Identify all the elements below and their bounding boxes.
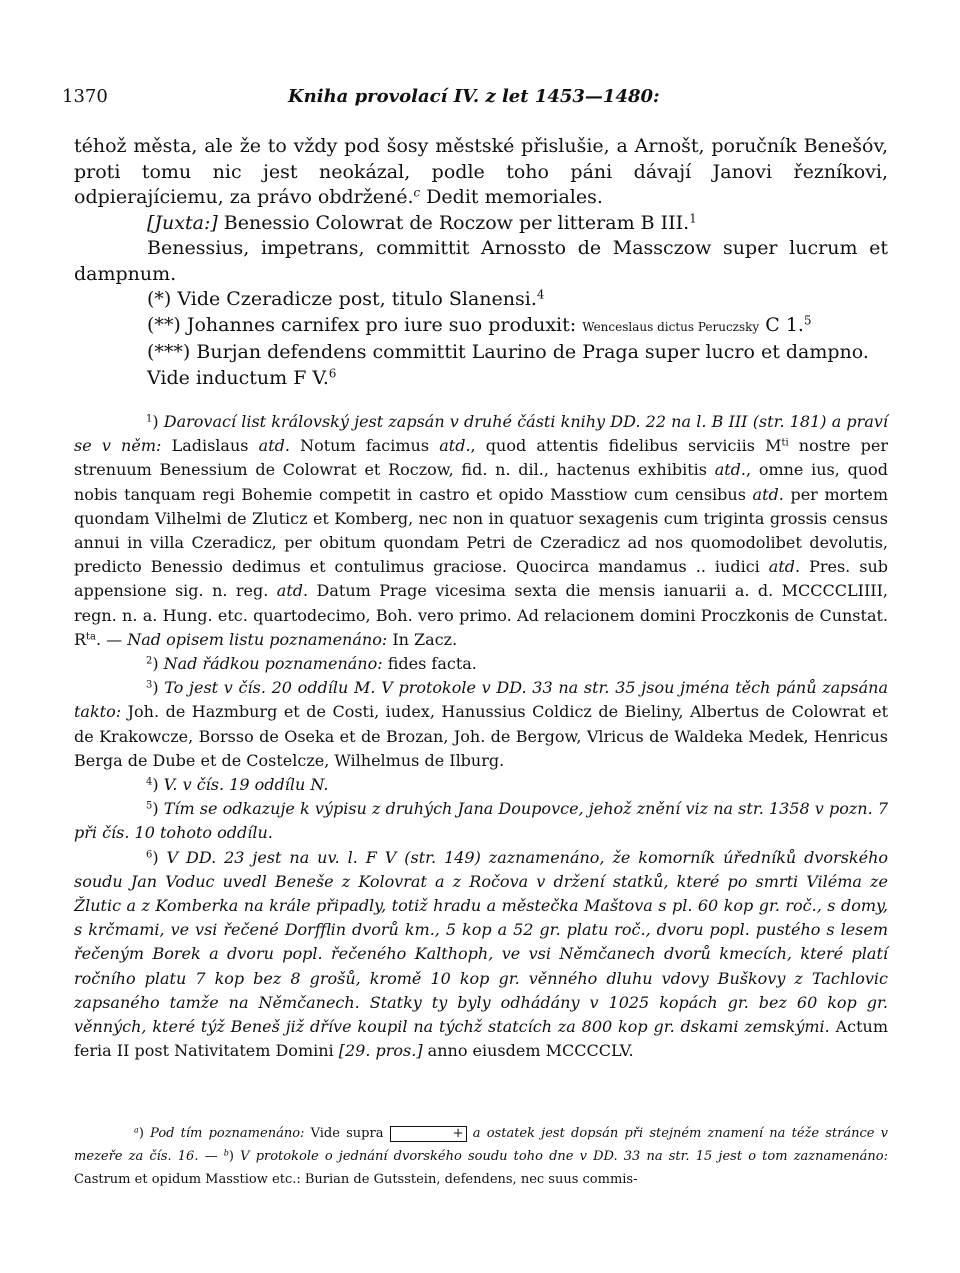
editorial-note-a-b: $^a$) Pod tím poznamenáno: Vide supra + a ostatek jest dopsán při stejném znamení na téže stránce v mezeře za čís. 16. — $^b$) V protokole o jednání dvorského soudu toho dne v DD. 33 na str. 15 jest o tom zaznamenáno: Castrum et opidum Masstiow etc.: Burian de Gutsstein, defendens, nec suus commis- bbox=[74, 1125, 888, 1187]
paragraph-benessius: Benessius, impetrans, committit Arnossto de Massczow super lucrum et dampnum. bbox=[74, 237, 888, 285]
footnote-ref: c bbox=[413, 185, 421, 200]
footnote-ref: 6 bbox=[328, 366, 337, 381]
footnote-ref: 4 bbox=[536, 287, 545, 302]
footnotes bbox=[74, 410, 888, 1063]
paragraph-burjan: (***) Burjan defendens committit Laurino de Praga super lucro et dampno. bbox=[147, 341, 869, 363]
footnote-5: $^5$) Tím se odkazuje k výpisu z druhých Jana Doupovce, jehož znění viz na str. 1358 v pozn. 7 při čís. 10 tohoto oddílu. bbox=[74, 799, 888, 843]
main-text bbox=[74, 134, 888, 391]
boxed-cross-mark: + bbox=[390, 1126, 467, 1142]
footnote-1: $^1$) Darovací list královský jest zapsán v druhé části knihy DD. 22 na l. B III (str. 181) a praví se v něm: Ladislaus atd. Notum facimus atd., quod attentis fidelibus serviciis $M^{ti}$ nostre per strenuum Benessium de Colowrat et Roczow, fid. n. dil., hactenus exhibitis atd., omne ius, quod nobis tanquam regi Bohemie competit in castro et opido Masstiow cum censibus atd. per mortem quondam Vilhelmi de Zluticz et Komberg, nec non in quatuor sexagenis cum triginta grossis census annui in villa Czeradicz, per obitum quondam Petri de Czeradicz ad nos quomodolibet devolutis, predicto Benessio dedimus et contulimus graciose. Quocirca mandamus .. iudici atd. Pres. sub appensione sig. n. reg. atd. Datum Prage vicesima sexta die mensis ianuarii a. d. MCCCCLIIII, regn. n. a. Hung. etc. quartodecimo, Boh. vero primo. Ad relacionem domini Proczkonis de Cunstat. $R^{ta}$. — Nad opisem listu poznamenáno: In Zacz. bbox=[74, 412, 889, 649]
editorial-notes bbox=[74, 1123, 888, 1191]
paragraph-johannes: (**) Johannes carnifex pro iure suo produxit: Wenceslaus dictus Peruczsky C 1.$^5$ bbox=[147, 313, 812, 336]
paragraph-vide-czeradicze: (*) Vide Czeradicze post, titulo Slanensi.$^4$ bbox=[147, 287, 545, 310]
footnote-ref: 5 bbox=[803, 313, 812, 328]
page-number: 1370 bbox=[62, 86, 108, 107]
running-title: Kniha provolací IV. z let 1453—1480: bbox=[288, 86, 660, 107]
paragraph-juxta: [Juxta:] Benessio Colowrat de Roczow per litteram B III.$^1$ bbox=[147, 211, 697, 234]
footnote-3: $^3$) To jest v čís. 20 oddílu M. V protokole v DD. 33 na str. 35 jsou jména těch pánů zapsána takto: Joh. de Hazmburg et de Costi, iudex, Hanussius Coldicz de Bieliny, Albertus de Colowrat et de Krakowcze, Borsso de Oseka et de Brozan, Joh. de Bergow, Vlricus de Waldeka Medek, Henricus Berga de Dube et de Costelcze, Wilhelmus de Ilburg. bbox=[74, 678, 889, 770]
footnote-2: $^2$) Nad řádkou poznamenáno: fides facta. bbox=[146, 654, 477, 674]
paragraph-vide-inductum: Vide inductum F V.$^6$ bbox=[147, 366, 337, 389]
footnote-6: $^6$) V DD. 23 jest na uv. l. F V (str. 149) zaznamenáno, že komorník úředníků dvorského soudu Jan Voduc uvedl Beneše z Kolovrat a z Ročova v držení statků, které po smrti Viléma ze Žlutic a z Komberka na krále připadly, totiž hradu a městečka Maštova s pl. 60 kop gr. roč., s domy, s krčmami, ve vsi řečené Dorfflin dvorů km., 5 kop a 52 gr. platu roč., dvoru popl. pustého s lesem řečeným Borek a dvoru popl. řečeného Kalthoph, ve vsi Němčanech dvorů kmecích, které platí ročního platu 7 kop bez 8 grošů, kromě 10 kop gr. věnného dluhu vdovy Buškovy z Tachlovic zapsaného tamže na Němčanech. Statky ty byly odhádány v 1025 kopách gr. bez 60 kop gr. věnných, které týž Beneš již dříve koupil na týchž statcích za 800 kop gr. dskami zemskými. Actum feria II post Nativitatem Domini [29. pros.] anno eiusdem MCCCCLV. bbox=[74, 847, 889, 1061]
footnote-ref: 1 bbox=[689, 211, 697, 226]
footnote-4: $^4$) V. v čís. 19 oddílu N. bbox=[146, 775, 329, 795]
page-header bbox=[62, 86, 888, 116]
paragraph-verdict: téhož města, ale že to vždy pod šosy městské přislušie, a Arnošt, poručník Benešóv, proti tomu nic jest neokázal, podle toho páni dávají Janovi řezníkovi, odpierajíciemu, za právo obdržené.$^c$ Dedit memoriales. bbox=[74, 135, 888, 208]
